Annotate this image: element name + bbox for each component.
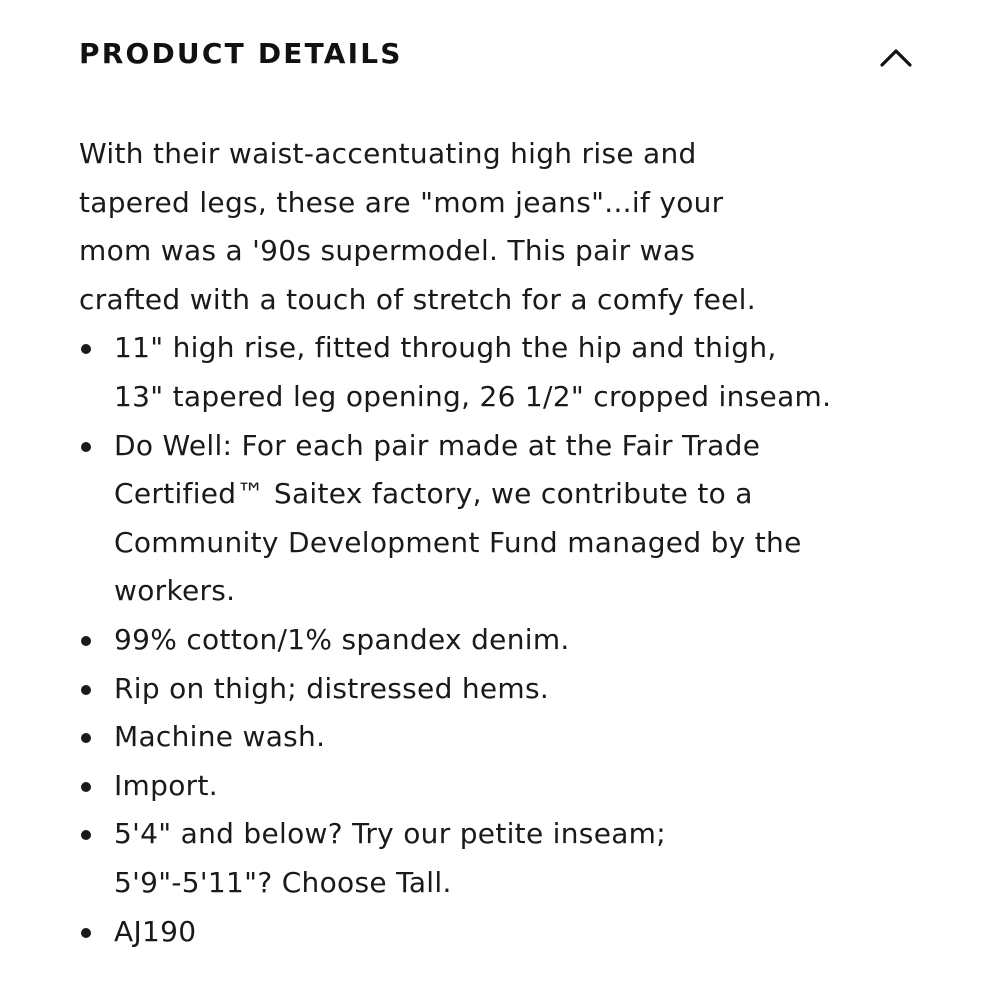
bullet-dot-icon	[81, 782, 91, 792]
product-description: With their waist-accentuating high rise and tapered legs, these are "mom jeans"...if your mom was a '90s supermodel. This pair was crafted with a touch of stretch for a comfy feel.	[79, 137, 756, 316]
list-item-text: 5'4" and below? Try our petite inseam; 5'9"-5'11"? Choose Tall.	[114, 817, 666, 899]
list-item	[79, 713, 899, 762]
bullet-dot-icon	[81, 733, 91, 743]
bullet-dot-icon	[81, 928, 91, 938]
section-title: PRODUCT DETAILS	[79, 37, 403, 70]
bullet-dot-icon	[81, 830, 91, 840]
list-item-text: Import.	[114, 768, 218, 802]
bullet-dot-icon	[81, 442, 91, 452]
bullet-dot-icon	[81, 344, 91, 354]
product-details-content	[79, 130, 899, 956]
list-item	[79, 324, 899, 421]
list-item-text: 11" high rise, fitted through the hip and thigh, 13" tapered leg opening, 26 1/2" cropped inseam.	[114, 331, 832, 413]
product-details-header[interactable]	[0, 0, 1000, 110]
detail-list	[79, 324, 899, 956]
chevron-up-icon[interactable]	[876, 41, 916, 73]
list-item	[79, 422, 899, 616]
list-item-text: Rip on thigh; distressed hems.	[114, 671, 550, 705]
list-item	[79, 908, 899, 957]
product-style-code: AJ190	[114, 914, 197, 948]
list-item-text: Machine wash.	[114, 720, 326, 754]
bullet-dot-icon	[81, 685, 91, 695]
list-item	[79, 616, 899, 665]
list-item	[79, 665, 899, 714]
list-item-text: 99% cotton/1% spandex denim.	[114, 622, 570, 656]
list-item-text: Do Well: For each pair made at the Fair Trade Certified™ Saitex factory, we contribute to a Community Development Fund managed by the workers.	[114, 428, 802, 608]
list-item	[79, 762, 899, 811]
bullet-dot-icon	[81, 636, 91, 646]
list-item	[79, 810, 899, 907]
